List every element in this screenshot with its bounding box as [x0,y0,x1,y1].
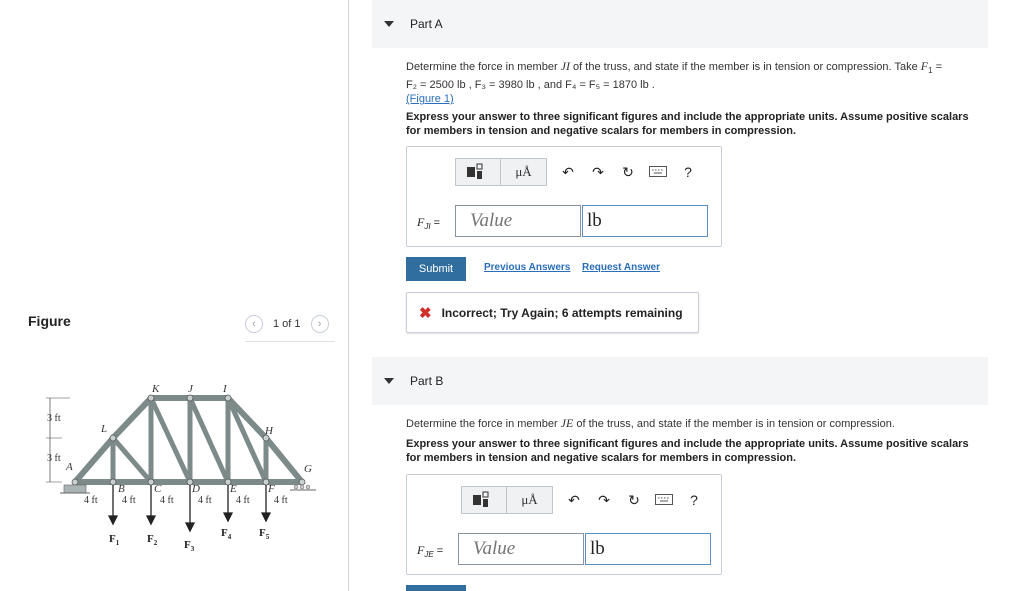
help-icon[interactable]: ? [690,492,698,508]
reset-icon[interactable]: ↻ [622,163,634,180]
part-b-title: Part B [410,374,444,388]
label-e: E [230,483,237,495]
templates-button[interactable] [455,158,501,186]
member-lc [113,438,151,482]
part-b-answer-box [406,474,722,575]
previous-answers-link[interactable]: Previous Answers [484,262,571,273]
height-label-lower: 3 ft [47,453,61,464]
redo-icon[interactable]: ↷ [592,163,604,180]
forces-line: F₂ = 2500 lb , F₃ = 3980 lb , and F₄ = F₅ = 1870 lb . [406,79,655,92]
force-label-2: $F_2$ [147,533,158,547]
span-label-3: 4 ft [160,495,174,506]
part-a-header[interactable] [372,0,988,48]
part-a-instructions: Express your answer to three significant figures and include the appropriate units. Assume positive scalars for members in tension and negative scalars for members in compression. [406,111,969,137]
member-kd [151,398,190,482]
span-label-4: 4 ft [198,495,212,506]
pager-divider [245,341,335,342]
templates-icon [466,163,490,181]
error-x-icon: ✖ [419,304,432,322]
member-je [190,398,228,482]
units-icon: μÅ [521,492,538,507]
label-g: G [304,463,312,475]
part-b-field-label: $F_{JE}$ = [417,543,444,560]
previous-figure-button[interactable] [245,315,263,333]
templates-button[interactable] [461,486,507,514]
force-label-4: $F_4$ [221,527,232,541]
figure-heading: Figure [28,313,71,329]
label-h: H [265,425,273,437]
part-a-unit-input[interactable] [582,205,708,237]
part-a-value-input[interactable] [455,205,581,237]
part-b-value-input[interactable] [458,533,584,565]
part-a-title: Part A [410,17,443,31]
force-label-1: $F_1$ [109,533,120,547]
redo-icon[interactable]: ↷ [598,491,610,508]
request-answer-link[interactable]: Request Answer [582,262,660,273]
load-arrows [109,485,270,531]
truss-figure [40,378,330,553]
undo-icon[interactable]: ↶ [568,491,580,508]
part-a-field-label: $F_{JI}$ = [417,215,441,232]
keyboard-icon[interactable] [643,164,673,180]
part-b-unit-input[interactable] [585,533,711,565]
height-label-upper: 3 ft [47,413,61,424]
label-i: I [223,383,227,395]
force-label-3: $F_3$ [184,539,195,553]
chevron-left-icon: ‹ [252,318,256,330]
part-a-answer-box [406,146,722,247]
pane-divider [348,0,349,591]
span-label-1: 4 ft [84,495,98,506]
member-symbol: JI [560,59,570,73]
part-b-problem: Determine the force in member JE of the truss, and state if the member is in tension or compression. [406,416,895,430]
label-c: C [154,483,162,495]
member-symbol: JE [560,416,574,430]
pin-support-a [64,485,86,493]
next-figure-button[interactable] [311,315,329,333]
part-b-header[interactable] [372,357,988,405]
help-icon[interactable]: ? [684,164,692,180]
templates-icon [472,491,496,509]
part-b-submit-button[interactable] [406,585,466,591]
label-d: D [192,483,200,495]
chevron-right-icon: › [317,318,322,330]
member-if [228,398,266,482]
undo-icon[interactable]: ↶ [562,163,574,180]
reset-icon[interactable]: ↻ [628,491,640,508]
equation-toolbar [455,158,703,186]
units-button[interactable] [501,158,547,186]
label-l: L [101,423,108,435]
span-label-6: 4 ft [274,495,288,506]
units-button[interactable] [507,486,553,514]
label-b: B [118,483,125,495]
part-b-instructions: Express your answer to three significant figures and include the appropriate units. Assume positive scalars for members in tension and negative scalars for members in compression. [406,438,969,464]
label-a: A [66,461,73,473]
submit-button[interactable]: Submit [406,257,466,281]
feedback-text: Incorrect; Try Again; 6 attempts remaining [441,305,683,320]
figure-pager [245,315,329,333]
part-a-problem: Determine the force in member JI of the truss, and state if the member is in tension or compression. Take $F_1$ = F₂ = 2500 lb , F₃ = 3980 lb , and F₄ = F₅ = 1870 lb . (Figure 1) [406,59,943,106]
equation-toolbar [461,486,709,514]
keyboard-icon[interactable] [649,492,679,508]
figure-link[interactable]: (Figure 1) [406,93,454,106]
roller-support-g [290,485,316,490]
force-label-5: $F_5$ [259,527,270,541]
span-label-2: 4 ft [122,495,136,506]
label-j: J [188,383,193,395]
label-f: F [268,483,275,495]
member-hg-diag [266,438,302,482]
figure-pane [0,0,348,591]
pager-text: 1 of 1 [273,318,301,330]
feedback-message [406,292,699,333]
caret-down-icon [384,378,394,384]
units-icon: μÅ [515,164,532,179]
label-k: K [152,383,160,395]
span-label-5: 4 ft [236,495,250,506]
caret-down-icon [384,21,394,27]
